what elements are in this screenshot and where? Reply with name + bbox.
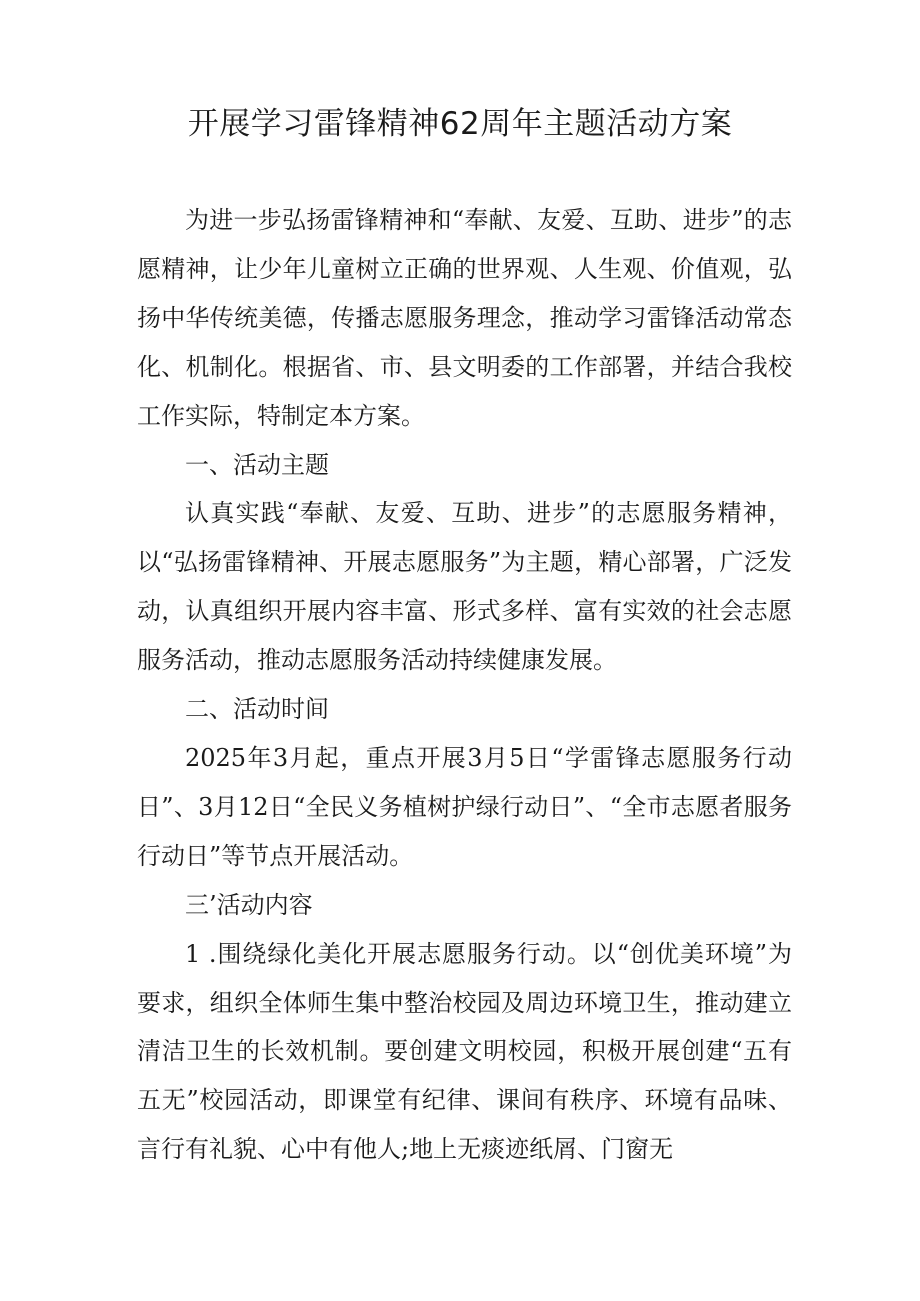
document-body bbox=[137, 196, 792, 1174]
time-paragraph: 2025年3月起，重点开展3月5日“学雷锋志愿服务行动日”、3月12日“全民义务植树护绿行动日”、“全市志愿者服务行动日”等节点开展活动。 bbox=[137, 743, 792, 870]
section-heading-theme: 一、活动主题 bbox=[185, 450, 329, 479]
section-heading-time: 二、活动时间 bbox=[185, 695, 329, 724]
intro-paragraph: 为进一步弘扬雷锋精神和“奉献、友爱、互助、进步”的志愿精神，让少年儿童树立正确的世界观、人生观、价值观，弘扬中华传统美德，传播志愿服务理念，推动学习雷锋活动常态化、机制化。根据省、市、县文明委的工作部署，并结合我校工作实际，特制定本方案。 bbox=[137, 206, 792, 430]
theme-paragraph: 认真实践“奉献、友爱、互助、进步”的志愿服务精神，以“弘扬雷锋精神、开展志愿服务”为主题，精心部署，广泛发动，认真组织开展内容丰富、形式多样、富有实效的社会志愿服务活动，推动志愿服务活动持续健康发展。 bbox=[137, 499, 792, 675]
content-paragraph: 1 .围绕绿化美化开展志愿服务行动。以“创优美环境”为要求，组织全体师生集中整治校园及周边环境卫生，推动建立清洁卫生的长效机制。要创建文明校园，积极开展创建“五有五无”校园活动，即课堂有纪律、课间有秩序、环境有品味、言行有礼貌、心中有他人;地上无痰迹纸屑、门窗无 bbox=[137, 939, 792, 1164]
document-title: 开展学习雷锋精神62周年主题活动方案 bbox=[187, 106, 733, 142]
section-heading-content: 三’活动内容 bbox=[185, 890, 313, 919]
